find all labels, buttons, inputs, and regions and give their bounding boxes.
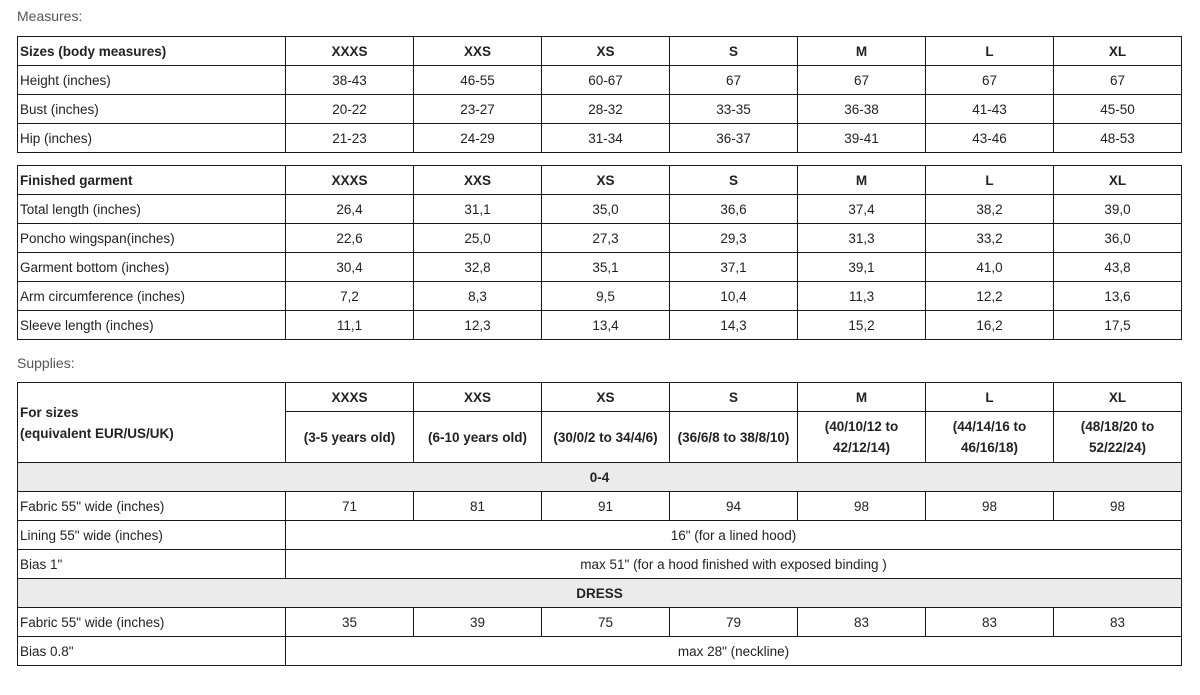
table-cell: 39,0 bbox=[1054, 195, 1182, 224]
supplies-header-label-line2: (equivalent EUR/US/UK) bbox=[20, 425, 174, 441]
size-header: L bbox=[926, 166, 1054, 195]
finished-garment-table bbox=[17, 165, 1182, 340]
row-label: Bust (inches) bbox=[18, 95, 286, 124]
table-cell: 67 bbox=[1054, 66, 1182, 95]
table-cell: 20-22 bbox=[286, 95, 414, 124]
table-cell: 27,3 bbox=[542, 224, 670, 253]
size-header: XXS bbox=[414, 383, 542, 412]
size-equivalent bbox=[542, 412, 670, 463]
table-cell: 14,3 bbox=[670, 311, 798, 340]
table-cell: 45-50 bbox=[1054, 95, 1182, 124]
table-cell: 91 bbox=[542, 492, 670, 521]
table-row bbox=[18, 608, 1182, 637]
row-label: Fabric 55" wide (inches) bbox=[18, 492, 286, 521]
size-header: L bbox=[926, 383, 1054, 412]
table-row bbox=[18, 492, 1182, 521]
table-cell: 46-55 bbox=[414, 66, 542, 95]
measures-title: Measures: bbox=[17, 8, 83, 24]
supplies-title: Supplies: bbox=[17, 355, 75, 371]
size-equivalent-line1: (44/14/16 to bbox=[952, 419, 1027, 434]
table-cell: 41,0 bbox=[926, 253, 1054, 282]
table-cell: 98 bbox=[926, 492, 1054, 521]
table-cell: 60-67 bbox=[542, 66, 670, 95]
table-cell: 32,8 bbox=[414, 253, 542, 282]
size-header: S bbox=[670, 37, 798, 66]
size-equivalent-line1: (6-10 years old) bbox=[427, 429, 528, 445]
band-row bbox=[18, 579, 1182, 608]
size-equivalent-line2: 52/22/24) bbox=[1088, 440, 1147, 455]
row-label: Fabric 55" wide (inches) bbox=[18, 608, 286, 637]
size-equivalent bbox=[926, 412, 1054, 463]
row-label: Lining 55" wide (inches) bbox=[18, 521, 286, 550]
body-measures-header-label: Sizes (body measures) bbox=[18, 37, 286, 66]
table-cell: 21-23 bbox=[286, 124, 414, 153]
table-cell: 30,4 bbox=[286, 253, 414, 282]
table-cell: 38-43 bbox=[286, 66, 414, 95]
supplies-header-label-line1: For sizes bbox=[20, 404, 79, 420]
table-cell: 12,3 bbox=[414, 311, 542, 340]
table-cell: 22,6 bbox=[286, 224, 414, 253]
row-label: Poncho wingspan(inches) bbox=[18, 224, 286, 253]
size-header: XL bbox=[1054, 166, 1182, 195]
table-cell: 8,3 bbox=[414, 282, 542, 311]
table-cell: 13,4 bbox=[542, 311, 670, 340]
table-cell: 79 bbox=[670, 608, 798, 637]
table-cell: 83 bbox=[926, 608, 1054, 637]
table-cell: 37,4 bbox=[798, 195, 926, 224]
supplies-table bbox=[17, 382, 1182, 666]
size-equivalent-line1: (40/10/12 to bbox=[824, 419, 899, 434]
table-cell: 98 bbox=[1054, 492, 1182, 521]
table-cell: 35,0 bbox=[542, 195, 670, 224]
size-header: M bbox=[798, 383, 926, 412]
table-cell: 31-34 bbox=[542, 124, 670, 153]
table-cell: 33,2 bbox=[926, 224, 1054, 253]
size-header: XXXS bbox=[286, 37, 414, 66]
table-row bbox=[18, 311, 1182, 340]
size-equivalent-line2: 46/16/18) bbox=[960, 440, 1019, 455]
table-cell: 36,0 bbox=[1054, 224, 1182, 253]
table-cell: 48-53 bbox=[1054, 124, 1182, 153]
table-cell: 36,6 bbox=[670, 195, 798, 224]
table-cell: 98 bbox=[798, 492, 926, 521]
table-cell: 38,2 bbox=[926, 195, 1054, 224]
row-label: Bias 1" bbox=[18, 550, 286, 579]
size-header: XS bbox=[542, 383, 670, 412]
table-cell: 17,5 bbox=[1054, 311, 1182, 340]
table-cell: 29,3 bbox=[670, 224, 798, 253]
row-label: Arm circumference (inches) bbox=[18, 282, 286, 311]
table-cell: 24-29 bbox=[414, 124, 542, 153]
table-cell: 83 bbox=[1054, 608, 1182, 637]
size-equivalent bbox=[414, 412, 542, 463]
table-row bbox=[18, 224, 1182, 253]
table-row bbox=[18, 195, 1182, 224]
row-label: Sleeve length (inches) bbox=[18, 311, 286, 340]
band-label-0-4: 0-4 bbox=[18, 463, 1182, 492]
merged-cell: max 51" (for a hood finished with exposed binding ) bbox=[286, 550, 1182, 579]
table-cell: 37,1 bbox=[670, 253, 798, 282]
merged-cell: 16" (for a lined hood) bbox=[286, 521, 1182, 550]
row-label: Bias 0.8" bbox=[18, 637, 286, 666]
supplies-size-row bbox=[18, 383, 1182, 412]
table-row bbox=[18, 95, 1182, 124]
table-cell: 11,1 bbox=[286, 311, 414, 340]
finished-garment-header-row bbox=[18, 166, 1182, 195]
row-label: Hip (inches) bbox=[18, 124, 286, 153]
size-equivalent-line1: (30/0/2 to 34/4/6) bbox=[553, 429, 658, 445]
table-cell: 81 bbox=[414, 492, 542, 521]
table-row bbox=[18, 550, 1182, 579]
table-row bbox=[18, 282, 1182, 311]
size-equivalent bbox=[286, 412, 414, 463]
table-cell: 25,0 bbox=[414, 224, 542, 253]
band-row bbox=[18, 463, 1182, 492]
table-row bbox=[18, 253, 1182, 282]
table-cell: 23-27 bbox=[414, 95, 542, 124]
table-cell: 39-41 bbox=[798, 124, 926, 153]
size-header: XS bbox=[542, 37, 670, 66]
table-cell: 39,1 bbox=[798, 253, 926, 282]
size-header: XXS bbox=[414, 166, 542, 195]
table-cell: 67 bbox=[798, 66, 926, 95]
size-equivalent-line1: (48/18/20 to bbox=[1080, 419, 1155, 434]
size-header: M bbox=[798, 37, 926, 66]
table-cell: 75 bbox=[542, 608, 670, 637]
table-cell: 39 bbox=[414, 608, 542, 637]
size-header: XL bbox=[1054, 383, 1182, 412]
table-cell: 12,2 bbox=[926, 282, 1054, 311]
size-equivalent-line1: (36/6/8 to 38/8/10) bbox=[677, 429, 790, 445]
table-cell: 10,4 bbox=[670, 282, 798, 311]
supplies-header-label bbox=[18, 383, 286, 463]
body-measures-header-row bbox=[18, 37, 1182, 66]
table-cell: 36-38 bbox=[798, 95, 926, 124]
table-cell: 28-32 bbox=[542, 95, 670, 124]
table-row bbox=[18, 66, 1182, 95]
size-equivalent-line2: 42/12/14) bbox=[832, 440, 891, 455]
table-cell: 11,3 bbox=[798, 282, 926, 311]
size-header: S bbox=[670, 166, 798, 195]
table-cell: 83 bbox=[798, 608, 926, 637]
size-header: XL bbox=[1054, 37, 1182, 66]
table-cell: 26,4 bbox=[286, 195, 414, 224]
table-cell: 43-46 bbox=[926, 124, 1054, 153]
table-cell: 36-37 bbox=[670, 124, 798, 153]
row-label: Total length (inches) bbox=[18, 195, 286, 224]
table-cell: 7,2 bbox=[286, 282, 414, 311]
size-equivalent-line1: (3-5 years old) bbox=[303, 429, 396, 445]
table-cell: 41-43 bbox=[926, 95, 1054, 124]
table-cell: 43,8 bbox=[1054, 253, 1182, 282]
size-equivalent bbox=[798, 412, 926, 463]
size-header: XXXS bbox=[286, 383, 414, 412]
table-cell: 31,3 bbox=[798, 224, 926, 253]
table-cell: 31,1 bbox=[414, 195, 542, 224]
table-cell: 33-35 bbox=[670, 95, 798, 124]
table-cell: 16,2 bbox=[926, 311, 1054, 340]
table-cell: 67 bbox=[670, 66, 798, 95]
table-cell: 15,2 bbox=[798, 311, 926, 340]
row-label: Height (inches) bbox=[18, 66, 286, 95]
table-cell: 35,1 bbox=[542, 253, 670, 282]
table-cell: 67 bbox=[926, 66, 1054, 95]
size-equivalent bbox=[670, 412, 798, 463]
size-header: XXS bbox=[414, 37, 542, 66]
size-header: M bbox=[798, 166, 926, 195]
table-row bbox=[18, 637, 1182, 666]
table-cell: 71 bbox=[286, 492, 414, 521]
table-cell: 94 bbox=[670, 492, 798, 521]
size-header: L bbox=[926, 37, 1054, 66]
band-label-dress: DRESS bbox=[18, 579, 1182, 608]
size-header: XS bbox=[542, 166, 670, 195]
row-label: Garment bottom (inches) bbox=[18, 253, 286, 282]
table-cell: 35 bbox=[286, 608, 414, 637]
table-row bbox=[18, 124, 1182, 153]
finished-garment-header-label: Finished garment bbox=[18, 166, 286, 195]
table-cell: 9,5 bbox=[542, 282, 670, 311]
table-cell: 13,6 bbox=[1054, 282, 1182, 311]
merged-cell: max 28" (neckline) bbox=[286, 637, 1182, 666]
body-measures-table bbox=[17, 36, 1182, 153]
size-header: XXXS bbox=[286, 166, 414, 195]
size-equivalent bbox=[1054, 412, 1182, 463]
size-header: S bbox=[670, 383, 798, 412]
table-row bbox=[18, 521, 1182, 550]
